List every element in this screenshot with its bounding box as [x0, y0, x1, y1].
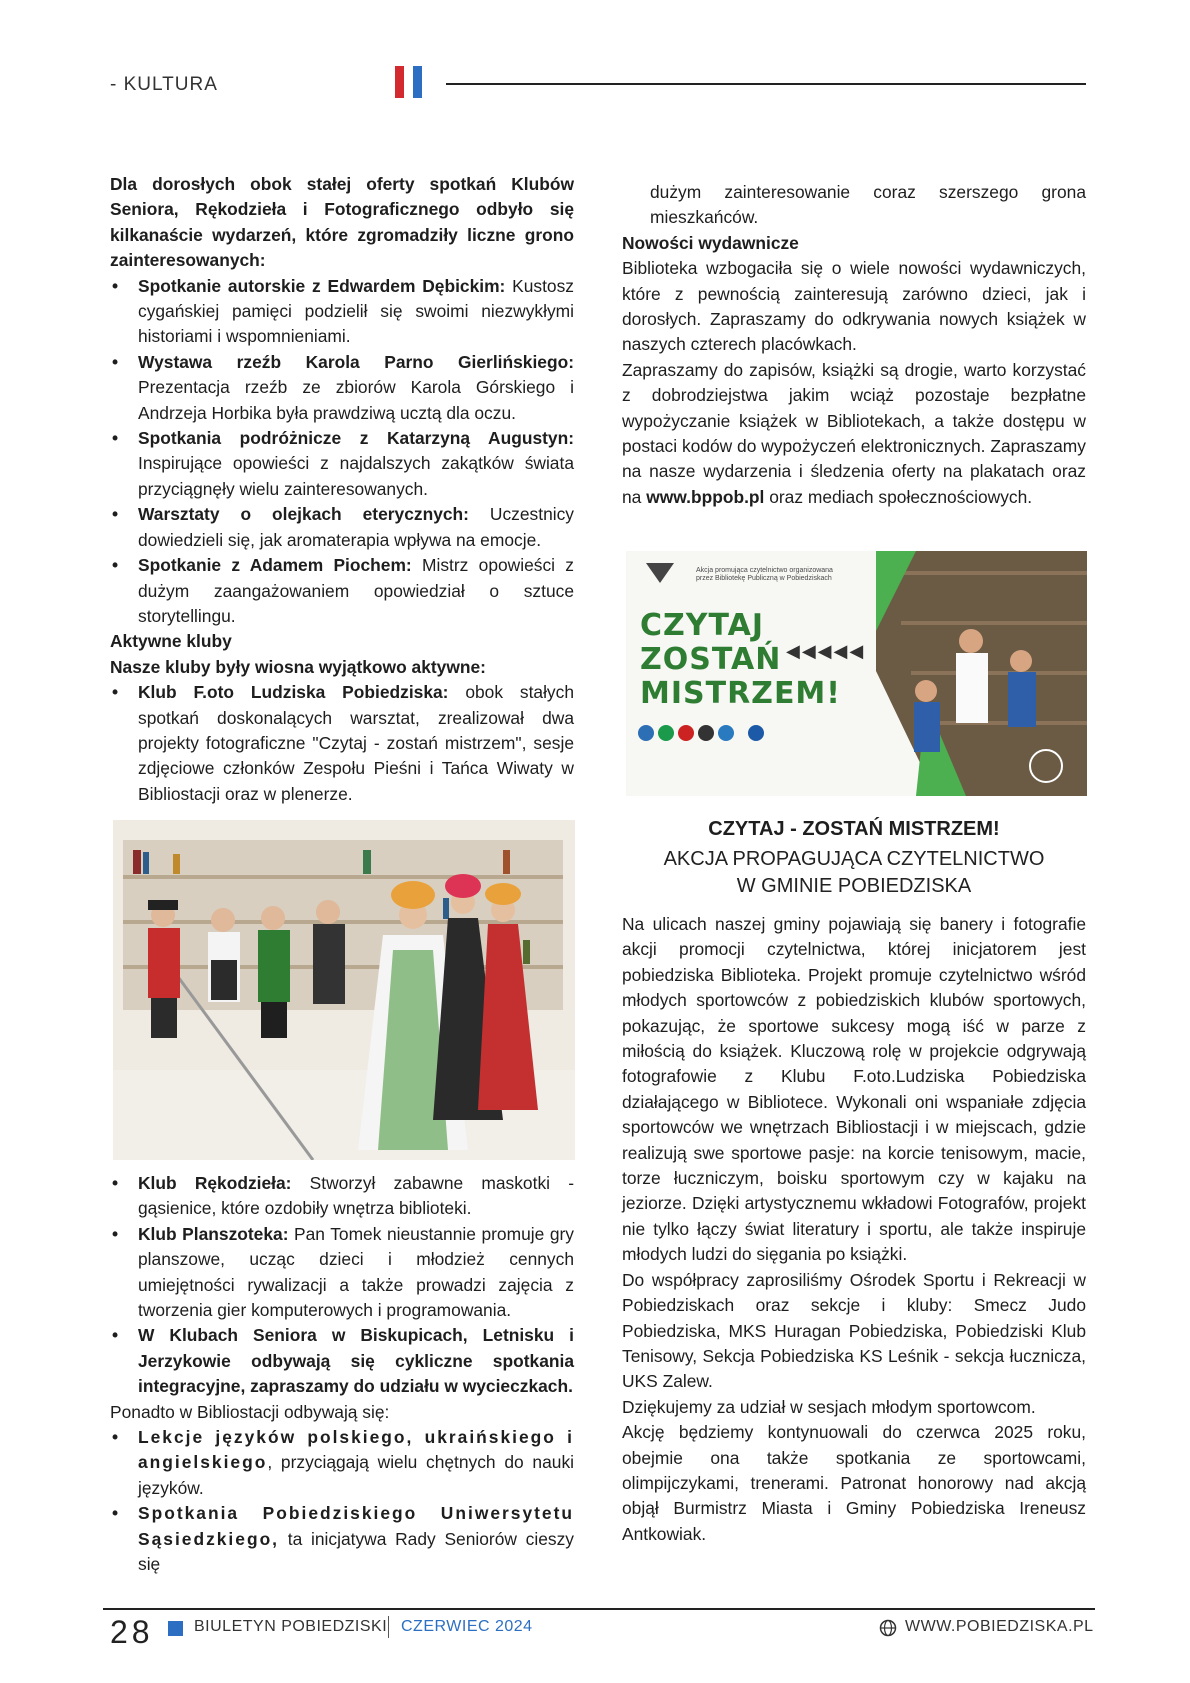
- article-paragraph: Na ulicach naszej gminy pojawiają się banery i fotografie akcji promocji czytelnictwa, której inicjatorem jest pobiedziska Biblioteka. Projekt promuje czytelnictwo wśród młodych sportowców z pobiedziskich klubów sportowych, pokazując, że sportowe sukcesy mogą iść w parze z miłością do książek. Kluczową rolę w projekcie odgrywają fotografowie z Klubu F.oto.Ludziska Pobiedziska działającego w Bibliotece. Wykonali oni wspaniałe zdjęcia sportowców we wnętrzach Bibliostacji i w miejscach, gdzie realizują swe sportowe pasje: na korcie tenisowym, macie, torze łuczniczym, boisku sportowym czy w kajaku na jeziorze. Dzięki artystycznemu wkładowi Fotografów, projekt nie tylko łączy świat literatury i sportu, ale także inspiruje młodych ludzi do sięgania po książki.: [622, 914, 1086, 1265]
- page-number: 28: [110, 1614, 154, 1650]
- also-list: [110, 1425, 574, 1577]
- right-column-top: [622, 180, 1086, 510]
- poster-image: [626, 551, 1087, 796]
- article-subtitle: AKCJA PROPAGUJĄCA CZYTELNICTWO W GMINIE POBIEDZISKA: [663, 848, 1045, 897]
- events-list: [110, 274, 574, 630]
- header-rule: [446, 83, 1086, 85]
- poster-caption: Akcja promująca czytelnictwo organizowana przez Bibliotekę Publiczną w Pobiedziskach: [696, 567, 833, 582]
- continued-text: dużym zainteresowanie coraz szerszego grona mieszkańców.: [650, 182, 1086, 228]
- issue-date: CZERWIEC 2024: [401, 1618, 533, 1635]
- club-item: • Klub Rękodzieła: Stworzył zabawne maskotki - gąsienice, które ozdobiły wnętrza biblioteki.: [110, 1171, 574, 1222]
- arrows-icon: ◀◀◀◀◀: [786, 641, 866, 661]
- event-item: • Spotkanie autorskie z Edwardem Dębickim: Kustosz cygańskiej pamięci podzielił się swoimi niezwykłymi historiami i wspomnieniami.: [110, 274, 574, 350]
- article-paragraph: Do współpracy zaprosiliśmy Ośrodek Sportu i Rekreacji w Pobiedziskach oraz sekcje i kluby: Smecz Judo Pobiedziska, MKS Huragan Pobiedziska, Pobiedziski Klub Tenisowy, Sekcja Pobiedziska KS Leśnik - sekcja łucznicza, UKS Zalew.: [622, 1269, 1086, 1392]
- also-intro: Ponadto w Bibliostacji odbywają się:: [110, 1401, 390, 1422]
- event-item: • Warsztaty o olejkach eterycznych: Uczestnicy dowiedzieli się, jak aromaterapia wpływa na emocje.: [110, 502, 574, 553]
- event-item: • Spotkania podróżnicze z Katarzyną Augustyn: Inspirujące opowieści z najdalszych zakątków świata przyciągnęły wielu zainteresowanych.: [110, 426, 574, 502]
- club-item: • Klub F.oto Ludziska Pobiedziska: obok stałych spotkań doskonalących warsztat, zrealizował dwa projekty fotograficzne "Czytaj - zostań mistrzem", sesje zdjęciowe członków Zespołu Pieśni i Tańca Wiwaty w Bibliostacji oraz w plenerze.: [110, 680, 574, 807]
- globe-icon: [879, 1619, 897, 1637]
- intro-paragraph: Dla dorosłych obok stałej oferty spotkań Klubów Seniora, Rękodzieła i Fotograficznego odbyło się kilkanaście wydarzeń, które zgromadziły liczne grono zainteresowanych:: [110, 174, 574, 271]
- clubs-list-more: [110, 1171, 574, 1400]
- flag-stripe-red: [395, 66, 404, 98]
- article-paragraph: Akcję będziemy kontynuowali do czerwca 2025 roku, obejmie ona także spotkania ze sportowcami, olimpijczykami, trenerami. Patronat honorowy nad akcją objął Burmistrz Miasta i Gminy Pobiedziska Ireneusz Antkowiak.: [622, 1422, 1086, 1544]
- clubs-subheading: Nasze kluby były wiosna wyjątkowo aktywne:: [110, 656, 486, 677]
- left-column-top: [110, 172, 574, 807]
- article-body: [622, 912, 1086, 1547]
- section-label: - KULTURA: [110, 74, 218, 95]
- also-item: • Spotkania Pobiedziskiego Uniwersytetu Sąsiedzkiego, ta inicjatywa Rady Seniorów cieszy się: [110, 1501, 574, 1577]
- article-paragraph: Dziękujemy za udział w sesjach młodym sportowcom.: [622, 1396, 1036, 1417]
- event-item: • Spotkanie z Adamem Piochem: Mistrz opowieści z dużym zaangażowaniem opowiedział o sztuce storytellingu.: [110, 553, 574, 629]
- new-books-heading: Nowości wydawnicze: [622, 232, 799, 253]
- footer-rule: [103, 1608, 1095, 1610]
- flag-stripe-blue: [413, 66, 422, 98]
- left-column-bottom: [110, 1171, 574, 1578]
- blue-square-icon: [168, 1621, 183, 1636]
- registration-paragraph: Zapraszamy do zapisów, książki są drogie, warto korzystać z dobrodziejstwa jakim wciąż pozostaje bezpłatne wypożyczanie książek w Bibliotekach, a także dostępu w postaci kodów do wypożyczeń elektronicznych. Zapraszamy na nasze wydarzenia i śledzenia oferty na plakatach oraz na www.bppob.pl oraz mediach społecznościowych.: [622, 359, 1086, 507]
- clubs-heading: Aktywne kluby: [110, 631, 232, 652]
- library-website-link[interactable]: www.bppob.pl: [646, 486, 765, 507]
- clubs-list: [110, 680, 574, 807]
- club-item: • W Klubach Seniora w Biskupicach, Letnisku i Jerzykowie odbywają się cykliczne spotkania integracyjne, zapraszamy do udziału w wycieczkach.: [110, 1323, 574, 1399]
- also-item: • Lekcje języków polskiego, ukraińskiego i angielskiego, przyciągają wielu chętnych do nauki języków.: [110, 1425, 574, 1501]
- footer-separator: [388, 1616, 389, 1638]
- poster-title: CZYTAJ ZOSTAŃ MISTRZEM!: [640, 608, 841, 711]
- folk-ensemble-photo: [113, 820, 575, 1160]
- article-title: CZYTAJ - ZOSTAŃ MISTRZEM!: [708, 818, 1000, 840]
- publication-name: BIULETYN POBIEDZISKI: [194, 1618, 388, 1635]
- new-books-paragraph: Biblioteka wzbogaciła się o wiele nowości wydawniczych, które z pewnością zainteresują zarówno dzieci, jak i dorosłych. Zapraszamy do odkrywania nowych książek w naszych czterech placówkach.: [622, 258, 1086, 355]
- club-item: • Klub Planszoteka: Pan Tomek nieustannie promuje gry planszowe, ucząc dzieci i młodzież cennych umiejętności rywalizacji a także prowadzi zajęcia z tworzenia gier komputerowych i programowania.: [110, 1222, 574, 1324]
- website-link[interactable]: WWW.POBIEDZISKA.PL: [905, 1618, 1094, 1635]
- event-item: • Wystawa rzeźb Karola Parno Gierlińskiego: Prezentacja rzeźb ze zbiorów Karola Górskiego i Andrzeja Horbika była prawdziwą ucztą dla oczu.: [110, 350, 574, 426]
